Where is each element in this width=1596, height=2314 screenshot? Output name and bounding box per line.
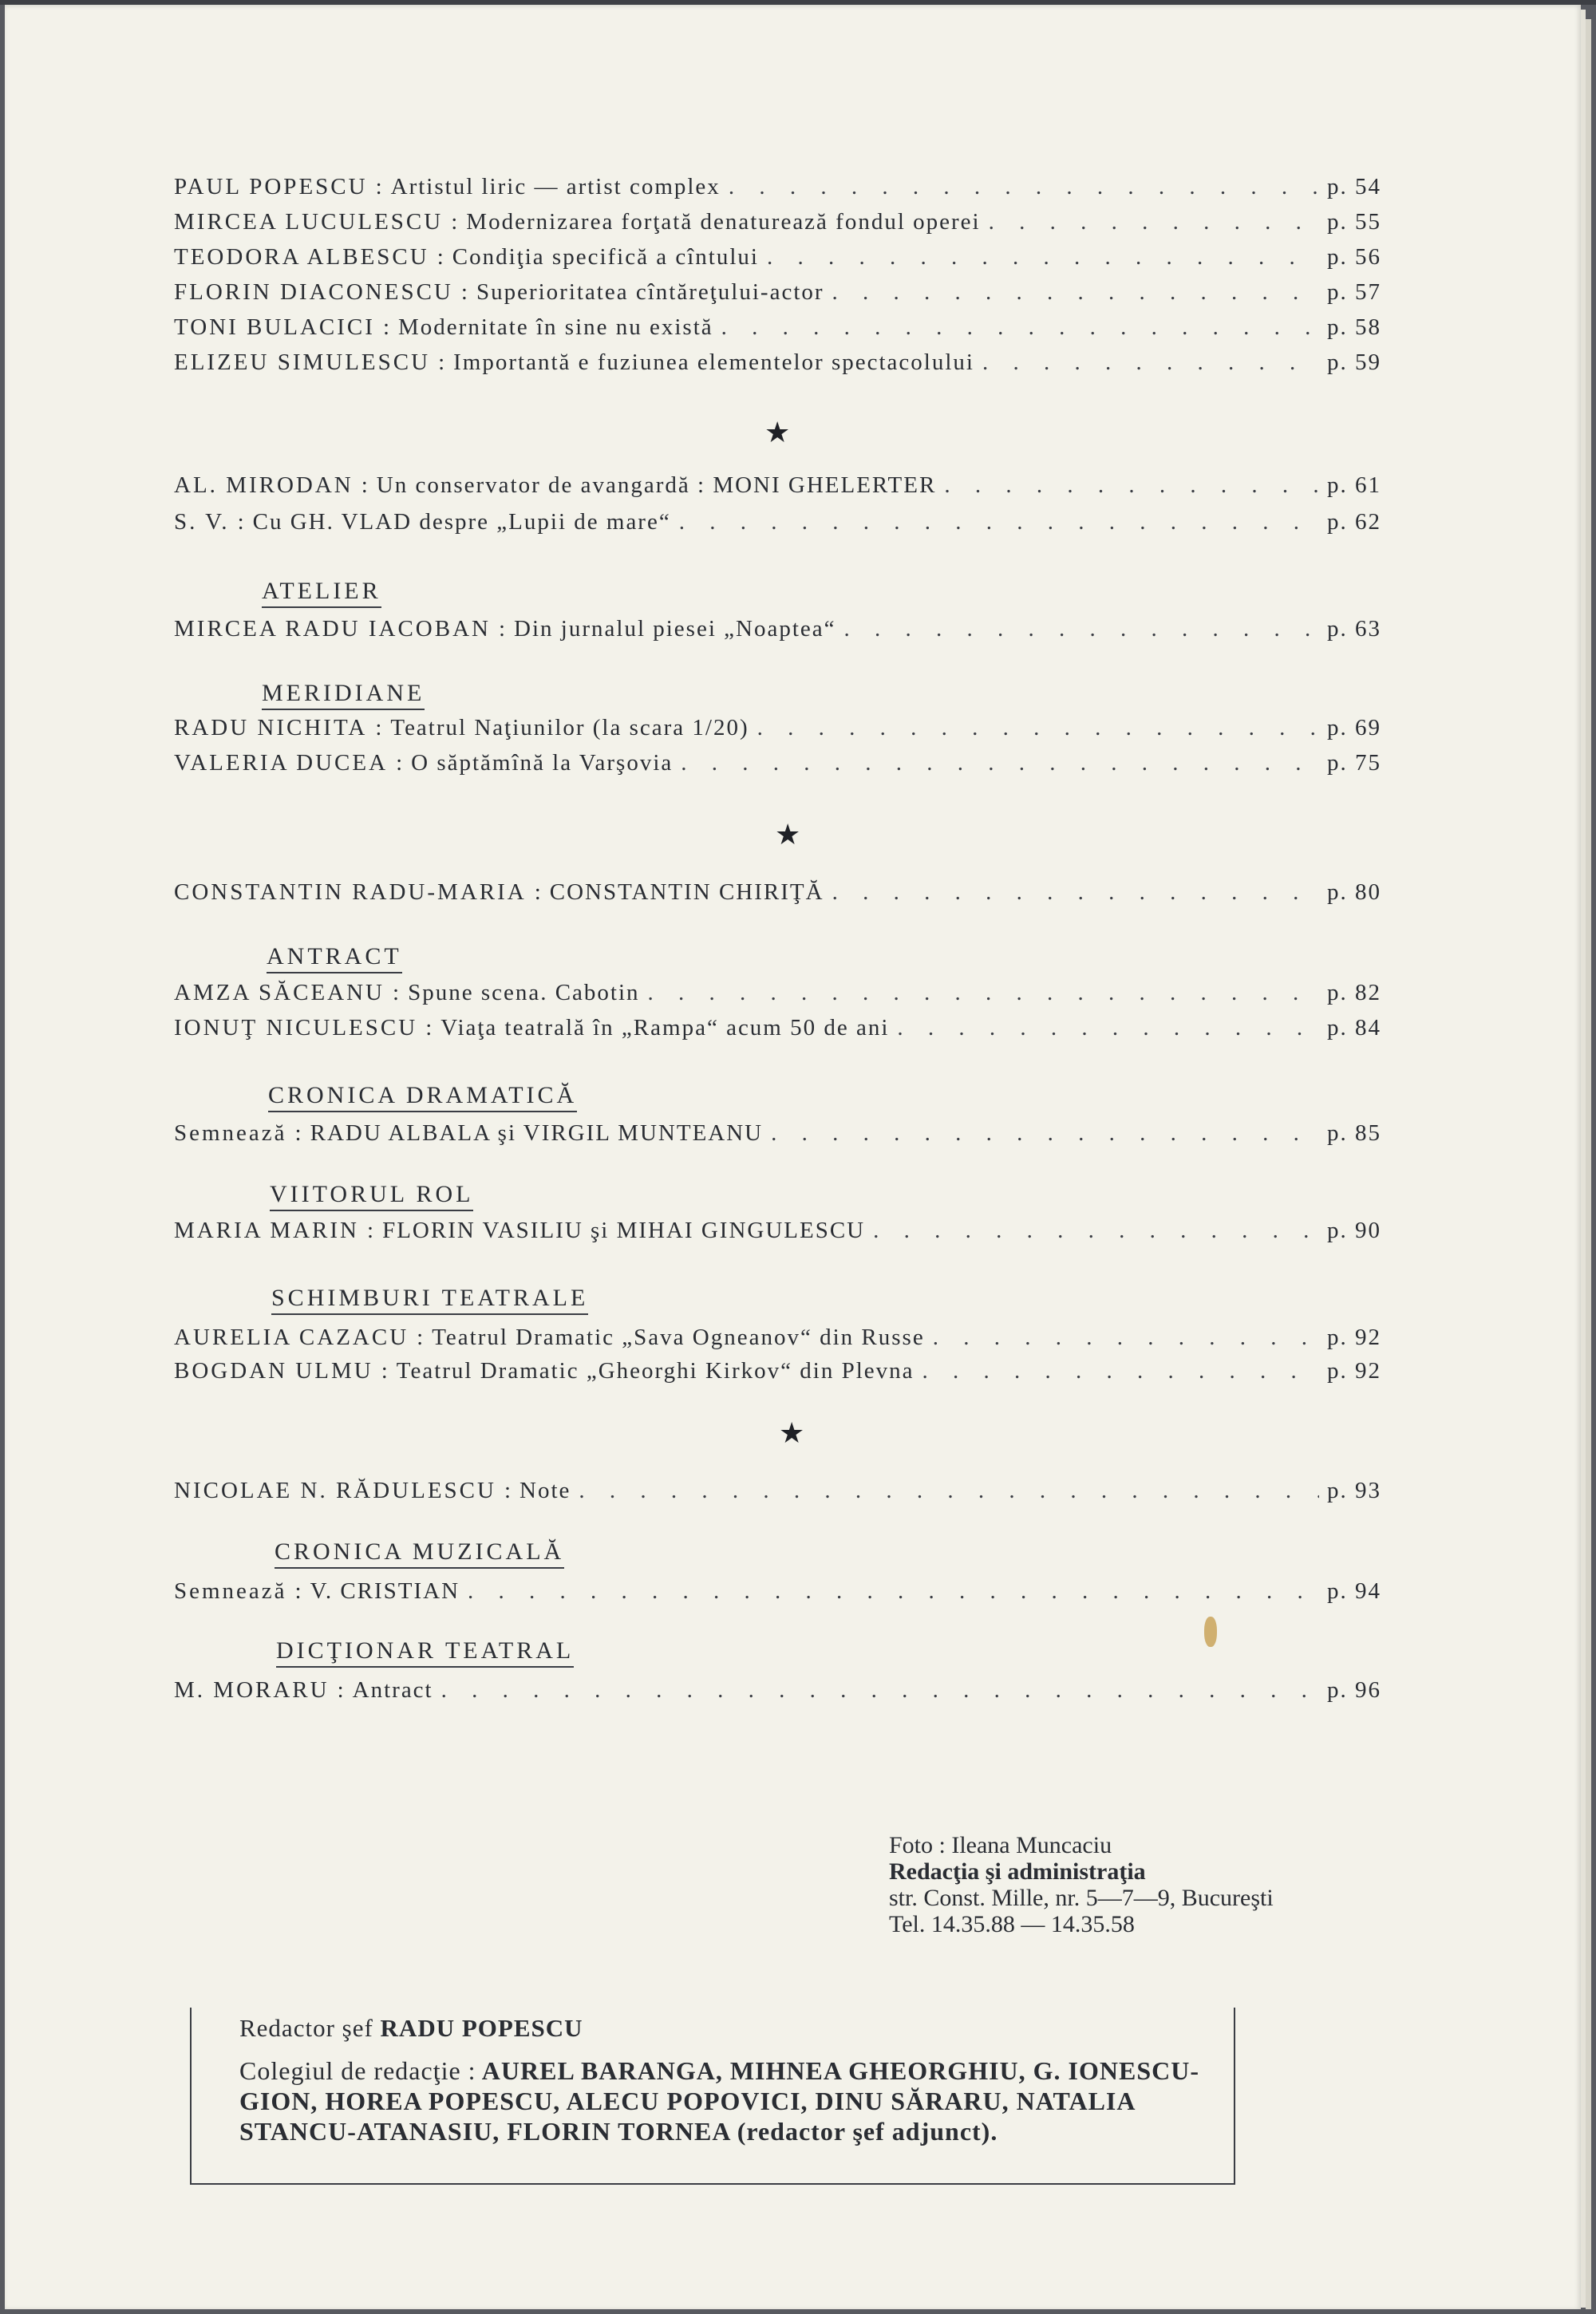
toc-author: AURELIA CAZACU [174,1325,409,1350]
toc-title: Artistul liric — artist complex [390,174,721,199]
toc-title: CONSTANTIN CHIRIŢĂ [549,879,824,905]
toc-entry [174,715,1399,752]
toc-author: S. V. [174,509,230,535]
toc-author: Semnează [174,1578,287,1604]
toc-entry [174,509,1399,546]
toc-author: VALERIA DUCEA [174,750,389,776]
dot-leader [441,1677,1319,1704]
toc-title: Viaţa teatrală în „Rampa“ acum 50 de ani [440,1015,890,1041]
toc-title: Teatrul Dramatic „Gheorghi Kirkov“ din Plevna [396,1358,915,1384]
toc-author: AMZA SĂCEANU [174,980,385,1005]
toc-title: Note [519,1478,571,1503]
toc-separator: : [504,1478,512,1503]
toc-title: V. CRISTIAN [310,1578,460,1604]
editorial-board-members: AUREL BARANGA, MIHNEA GHEORGHIU, G. IONESCU-GION, HOREA POPESCU, ALECU POPOVICI, DINU SĂRARU, NATALIA STANCU-ATANASIU, FLORIN TORNEA (redactor şef adjunct). [239,2056,1199,2146]
toc-entry [174,1120,1399,1157]
toc-page: p. 94 [1327,1578,1381,1604]
toc-author: RADU NICHITA [174,715,368,740]
toc-page: p. 58 [1327,314,1381,340]
toc-author: MIRCEA LUCULESCU [174,209,444,235]
toc-separator: : [367,1218,375,1243]
editorial-board [239,2055,1229,2146]
dot-leader [922,1358,1320,1384]
toc-author: TONI BULACICI [174,314,375,340]
toc-separator: : [237,509,245,535]
page-edge-back [1586,19,1591,2309]
toc-separator: : [375,174,383,199]
section-heading-dictionar-teatral: DICŢIONAR TEATRAL [276,1637,574,1668]
star-divider: ★ [779,1417,805,1449]
toc-title: Superioritatea cîntăreţului-actor [476,279,824,305]
toc-title: Spune scena. Cabotin [408,980,640,1005]
document-page [5,5,1581,2309]
dot-leader [721,314,1319,341]
toc-page: p. 96 [1327,1677,1381,1703]
section-heading-schimburi-teatrale: SCHIMBURI TEATRALE [271,1285,588,1315]
toc-title: Antract [352,1677,433,1703]
toc-page: p. 82 [1327,980,1381,1005]
toc-page: p. 92 [1327,1358,1381,1384]
dot-leader [832,279,1319,306]
toc-title: Teatrul Naţiunilor (la scara 1/20) [390,715,749,740]
section-heading-antract: ANTRACT [267,943,402,973]
star-divider: ★ [775,819,801,851]
toc-separator: : [294,1578,302,1604]
toc-page: p. 85 [1327,1120,1381,1146]
toc-entry [174,279,1399,316]
toc-separator: : [393,980,401,1005]
dot-leader [897,1015,1319,1041]
toc-author: FLORIN DIACONESCU [174,279,453,305]
toc-entry [174,1578,1399,1615]
toc-entry [174,1325,1399,1361]
editor-in-chief [239,2014,583,2043]
dot-leader [729,174,1319,200]
toc-separator: : [437,244,444,270]
dot-leader [933,1325,1319,1351]
toc-separator: : [451,209,459,235]
toc-entry [174,174,1399,211]
toc-author: IONUŢ NICULESCU [174,1015,418,1041]
toc-author: AL. MIRODAN [174,472,354,498]
dot-leader [771,1120,1319,1147]
toc-separator: : [381,1358,389,1384]
dot-leader [679,509,1319,535]
page-edge [1580,10,1586,2308]
toc-page: p. 93 [1327,1478,1381,1503]
toc-author: M. MORARU [174,1677,330,1703]
toc-page: p. 59 [1327,349,1381,375]
toc-page: p. 56 [1327,244,1381,270]
toc-entry [174,1218,1399,1254]
toc-page: p. 54 [1327,174,1381,199]
toc-page: p. 57 [1327,279,1381,305]
dot-leader [982,349,1319,376]
toc-separator: : [417,1325,425,1350]
toc-separator: : [396,750,404,776]
toc-author: ELIZEU SIMULESCU [174,349,431,375]
toc-entry [174,1478,1399,1514]
section-heading-cronica-dramatica: CRONICA DRAMATICĂ [268,1082,577,1112]
toc-title: Cu GH. VLAD despre „Lupii de mare“ [252,509,671,535]
toc-separator: : [294,1120,302,1146]
toc-page: p. 55 [1327,209,1381,235]
section-heading-cronica-muzicala: CRONICA MUZICALĂ [275,1538,564,1569]
section-heading-viitorul-rol: VIITORUL ROL [270,1181,473,1211]
toc-entry [174,1358,1399,1395]
credits-block [889,1832,1274,1937]
toc-title: O săptămînă la Varşovia [411,750,674,776]
section-heading-atelier: ATELIER [262,578,381,608]
dot-leader [757,715,1319,741]
toc-title: Modernizarea forţată denaturează fondul operei [466,209,981,235]
toc-page: p. 62 [1327,509,1381,535]
toc-separator: : [382,314,390,340]
toc-title: Modernitate în sine nu există [398,314,713,340]
editorial-board-label: Colegiul de redacţie : [239,2056,476,2085]
toc-author: NICOLAE N. RĂDULESCU [174,1478,496,1503]
dot-leader [681,750,1319,776]
toc-page: p. 84 [1327,1015,1381,1041]
toc-title: FLORIN VASILIU şi MIHAI GINGULESCU [382,1218,866,1243]
toc-separator: : [534,879,542,905]
address: str. Const. Mille, nr. 5—7—9, Bucureşti [889,1885,1274,1911]
toc-title: Din jurnalul piesei „Noaptea“ [514,616,836,642]
dot-leader [648,980,1319,1006]
toc-author: Semnează [174,1120,287,1146]
toc-separator: : [460,279,468,305]
telephone: Tel. 14.35.88 — 14.35.58 [889,1911,1135,1937]
dot-leader [844,616,1320,642]
toc-entry [174,472,1399,509]
dot-leader [944,472,1319,499]
editor-in-chief-name: RADU POPESCU [380,2014,583,2042]
toc-separator: : [438,349,446,375]
toc-page: p. 63 [1327,616,1381,642]
toc-entry [174,879,1399,916]
toc-title: Importantă e fuziunea elementelor spectacolului [453,349,974,375]
toc-entry [174,616,1399,653]
toc-author: PAUL POPESCU [174,174,368,199]
dot-leader [873,1218,1319,1244]
masthead-box [190,2008,1235,2185]
toc-author: MARIA MARIN [174,1218,359,1243]
toc-separator: : [425,1015,433,1041]
toc-separator: : [375,715,383,740]
dot-leader [468,1578,1319,1605]
dot-leader [989,209,1319,235]
toc-entry [174,1015,1399,1052]
toc-title: Condiţia specifică a cîntului [452,244,759,270]
section-heading-meridiane: MERIDIANE [262,680,425,710]
toc-separator: : [361,472,369,498]
toc-entry [174,750,1399,787]
toc-separator: : [337,1677,345,1703]
photo-credit: Foto : Ileana Muncaciu [889,1832,1112,1858]
toc-entry [174,209,1399,246]
toc-author: TEODORA ALBESCU [174,244,429,270]
toc-author: CONSTANTIN RADU-MARIA [174,879,527,905]
toc-author: BOGDAN ULMU [174,1358,373,1384]
toc-page: p. 61 [1327,472,1381,498]
toc-entry [174,1677,1399,1714]
toc-author: MIRCEA RADU IACOBAN [174,616,491,642]
toc-separator: : [498,616,507,642]
toc-page: p. 92 [1327,1325,1381,1350]
dot-leader [832,879,1319,906]
toc-entry [174,980,1399,1017]
dot-leader [767,244,1319,270]
paper-stain [1204,1617,1217,1647]
dot-leader [579,1478,1319,1504]
toc-page: p. 69 [1327,715,1381,740]
toc-entry [174,349,1399,386]
editor-in-chief-label: Redactor şef [239,2014,373,2042]
star-divider: ★ [764,417,791,448]
toc-title: Teatrul Dramatic „Sava Ogneanov“ din Russe [432,1325,925,1350]
toc-page: p. 80 [1327,879,1381,905]
toc-page: p. 90 [1327,1218,1381,1243]
toc-page: p. 75 [1327,750,1381,776]
toc-entry [174,244,1399,281]
editorial-office-label: Redacţia şi administraţia [889,1858,1146,1885]
toc-title: RADU ALBALA şi VIRGIL MUNTEANU [310,1120,764,1146]
toc-entry [174,314,1399,351]
toc-title: Un conservator de avangardă : MONI GHELERTER [376,472,937,498]
